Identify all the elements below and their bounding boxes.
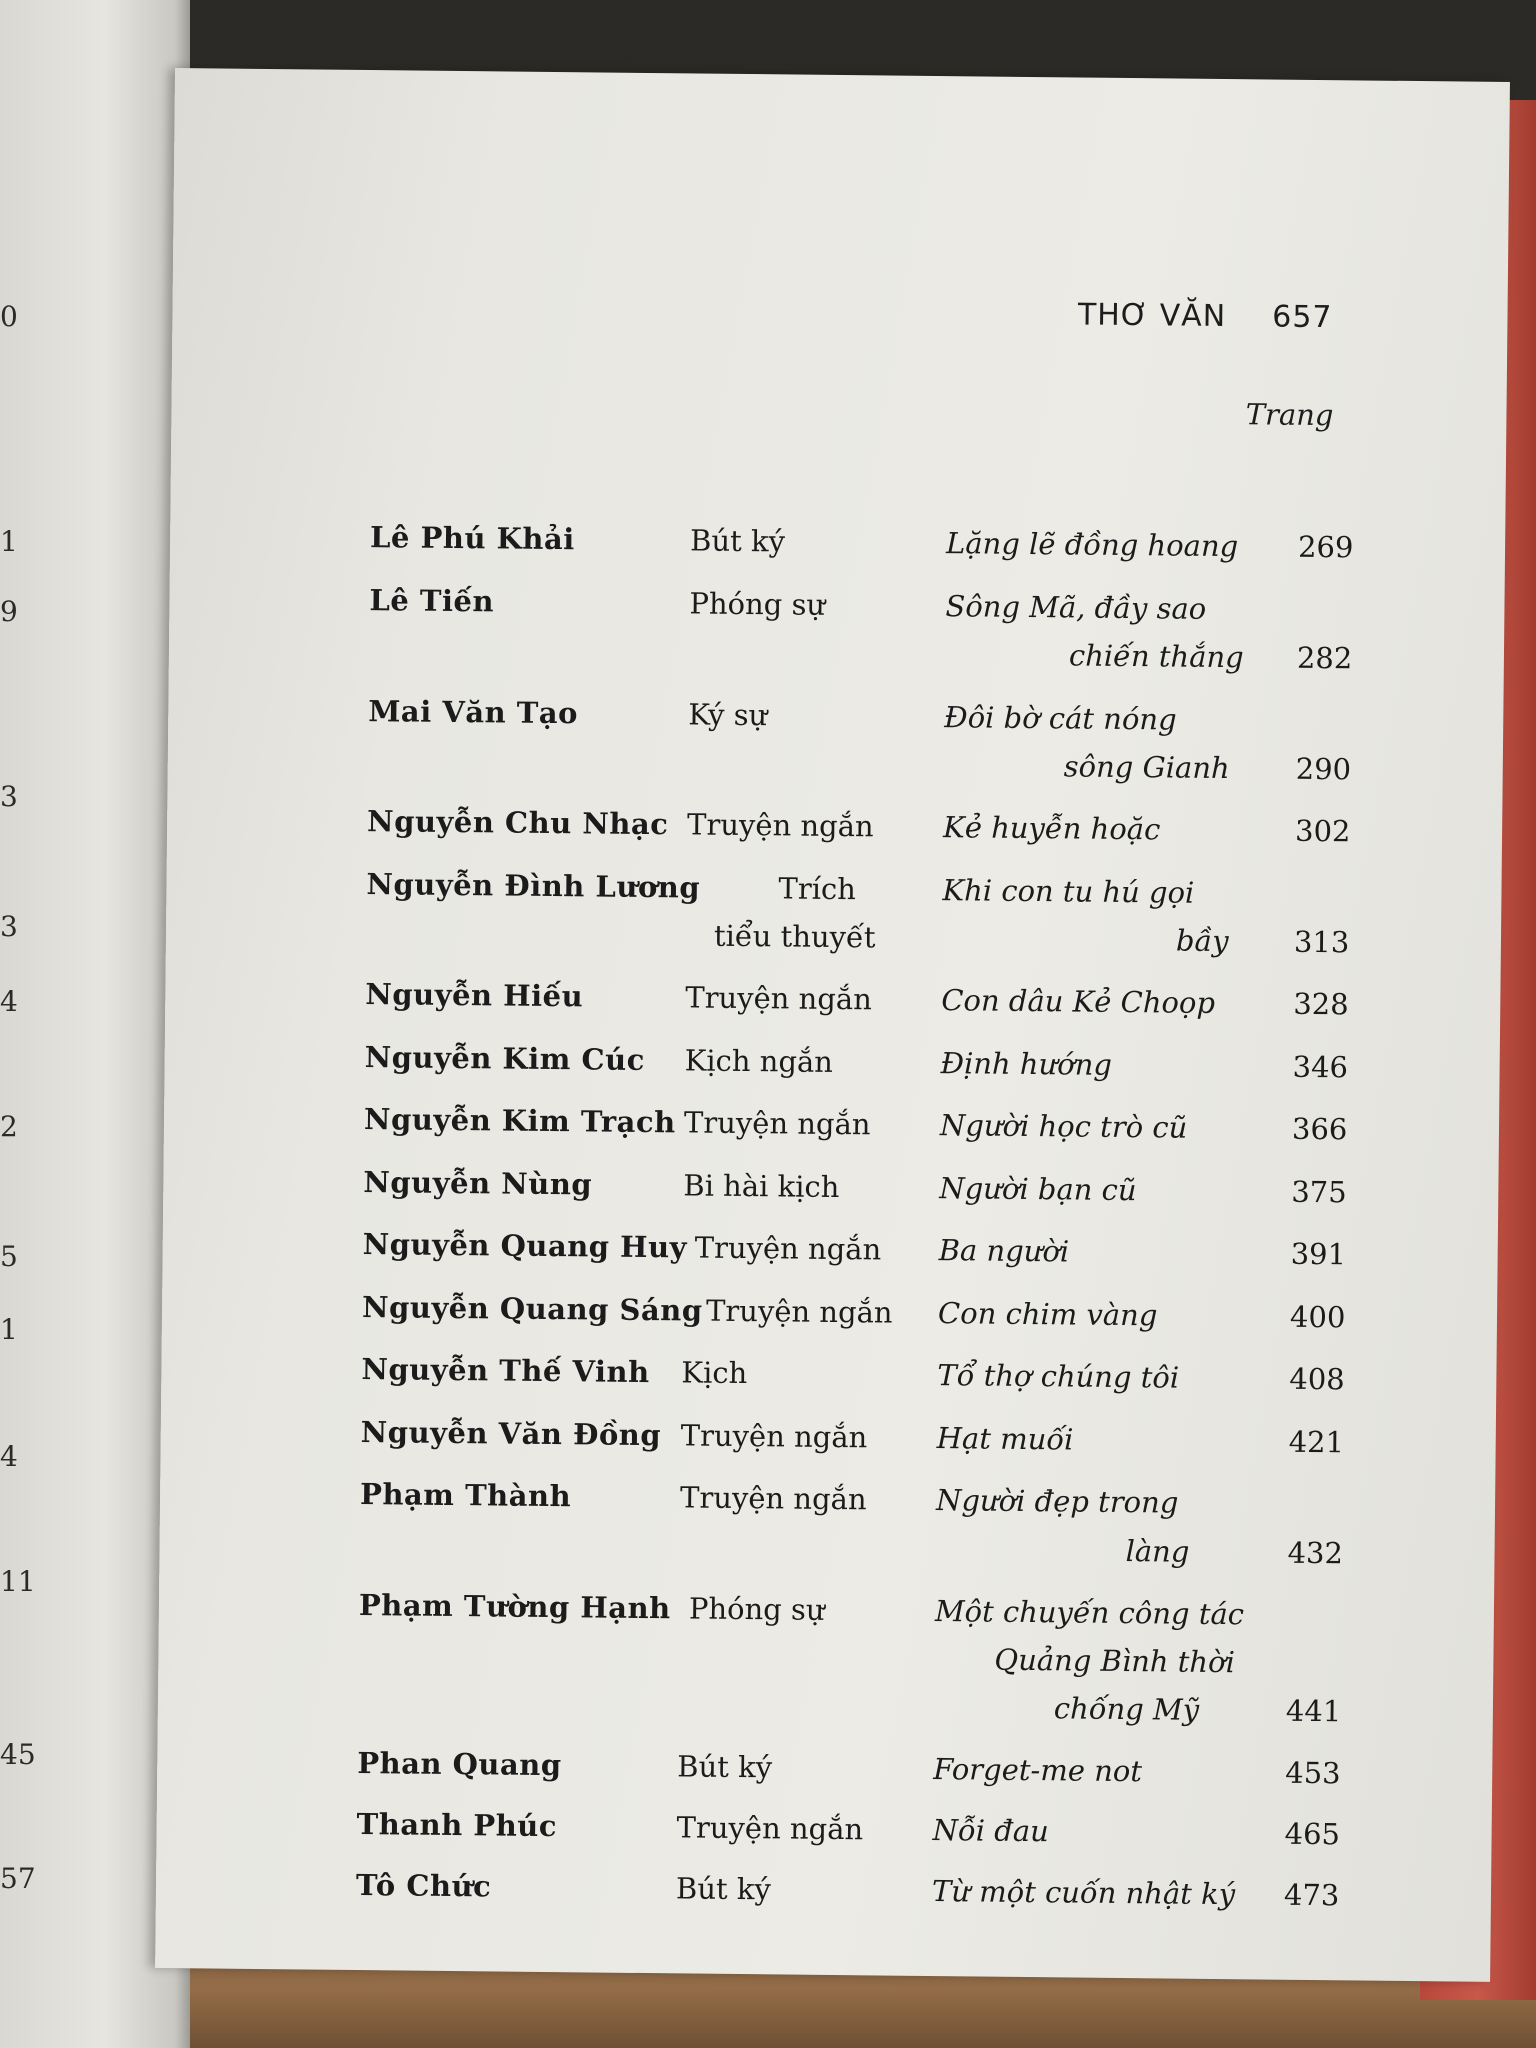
list-item bbox=[170, 518, 1505, 572]
left-page-number: 1 bbox=[0, 1313, 18, 1346]
genre: Kịch ngắn bbox=[684, 1043, 834, 1079]
work-title: Hạt muối bbox=[936, 1421, 1074, 1457]
author-name: Nguyễn Chu Nhạc bbox=[366, 804, 669, 842]
list-item bbox=[157, 1744, 1492, 1798]
left-page-number: 3 bbox=[0, 780, 18, 813]
author-name: Thanh Phúc bbox=[356, 1807, 558, 1844]
author-name: Nguyễn Đình Lương bbox=[366, 867, 701, 905]
page-ref: 441 bbox=[1285, 1693, 1342, 1729]
list-item-continuation bbox=[159, 1524, 1494, 1578]
genre: Truyện ngắn bbox=[686, 807, 874, 844]
page-ref: 465 bbox=[1284, 1816, 1341, 1852]
list-item bbox=[161, 1413, 1496, 1467]
work-title: Định hướng bbox=[940, 1046, 1113, 1082]
list-item bbox=[162, 1288, 1497, 1342]
work-title: Sông Mã, đầy sao bbox=[945, 589, 1207, 626]
list-item bbox=[156, 1805, 1491, 1859]
work-title: Một chuyến công tác bbox=[934, 1594, 1245, 1632]
author-name: Lê Phú Khải bbox=[369, 520, 575, 557]
author-name: Nguyễn Kim Cúc bbox=[364, 1040, 646, 1077]
genre: Truyện ngắn bbox=[694, 1230, 882, 1267]
work-title: Con chim vàng bbox=[937, 1296, 1158, 1333]
genre: Truyện ngắn bbox=[683, 1105, 871, 1142]
genre: Ký sự bbox=[688, 697, 768, 733]
genre: Bút ký bbox=[689, 523, 786, 559]
list-item bbox=[166, 865, 1501, 919]
list-item bbox=[163, 1225, 1498, 1279]
genre: Bi hài kịch bbox=[683, 1168, 840, 1205]
list-item bbox=[165, 975, 1500, 1029]
work-title: Lặng lẽ đồng hoang bbox=[945, 526, 1239, 564]
author-name: Nguyễn Nùng bbox=[363, 1165, 593, 1202]
list-item bbox=[156, 1866, 1491, 1920]
author-name: Nguyễn Văn Đồng bbox=[360, 1415, 662, 1453]
work-title: Kẻ huyễn hoặc bbox=[942, 810, 1161, 847]
list-item bbox=[164, 1100, 1499, 1154]
work-title: Người học trò cũ bbox=[939, 1108, 1188, 1145]
author-name: Nguyễn Kim Trạch bbox=[363, 1102, 676, 1140]
page-ref: 346 bbox=[1292, 1049, 1349, 1085]
list-item-continuation bbox=[166, 913, 1501, 967]
left-page-number: 11 bbox=[0, 1565, 36, 1598]
list-item-continuation bbox=[169, 629, 1504, 683]
page-ref: 432 bbox=[1287, 1535, 1344, 1571]
work-title: Người đẹp trong bbox=[935, 1483, 1179, 1520]
genre: Truyện ngắn bbox=[685, 980, 873, 1017]
book-page bbox=[155, 68, 1510, 1982]
contents-list bbox=[155, 68, 1510, 1982]
list-item bbox=[160, 1475, 1495, 1529]
page-ref: 400 bbox=[1289, 1299, 1346, 1335]
work-title: Quảng Bình thời bbox=[994, 1642, 1236, 1680]
genre: Truyện ngắn bbox=[676, 1810, 864, 1847]
left-page-number: 45 bbox=[0, 1738, 36, 1771]
genre: Truyện ngắn bbox=[705, 1293, 893, 1330]
list-item bbox=[168, 692, 1503, 746]
genre: Kịch bbox=[681, 1355, 748, 1391]
work-title: sông Gianh bbox=[1063, 749, 1230, 786]
list-item bbox=[167, 802, 1502, 856]
left-page-number: 57 bbox=[0, 1862, 36, 1895]
left-page-number: 3 bbox=[0, 910, 18, 943]
section-title: THƠ VĂN bbox=[1077, 297, 1227, 335]
work-title: bầy bbox=[1175, 923, 1229, 959]
genre: Bút ký bbox=[677, 1749, 773, 1785]
page-number: 657 bbox=[1272, 299, 1333, 336]
left-page-number: 4 bbox=[0, 1440, 18, 1473]
left-page-number: 2 bbox=[0, 1110, 18, 1143]
author-name: Nguyễn Thế Vinh bbox=[361, 1352, 650, 1390]
work-title: Người bạn cũ bbox=[939, 1171, 1137, 1208]
author-name: Tô Chức bbox=[355, 1868, 492, 1904]
work-title: Khi con tu hú gọi bbox=[942, 873, 1195, 910]
list-item-continuation bbox=[168, 740, 1503, 794]
list-item-continuation bbox=[158, 1634, 1493, 1688]
work-title: làng bbox=[1125, 1534, 1190, 1569]
left-page-number: 9 bbox=[0, 595, 18, 628]
author-name: Mai Văn Tạo bbox=[368, 694, 579, 731]
list-item bbox=[164, 1038, 1499, 1092]
author-name: Lê Tiến bbox=[369, 583, 495, 619]
left-page-number: 1 bbox=[0, 525, 18, 558]
page-ref: 366 bbox=[1291, 1111, 1348, 1147]
work-title: Tổ thợ chúng tôi bbox=[937, 1358, 1180, 1395]
page-ref: 391 bbox=[1290, 1236, 1347, 1272]
author-name: Phan Quang bbox=[357, 1746, 562, 1783]
list-item bbox=[161, 1350, 1496, 1404]
work-title: Ba người bbox=[938, 1233, 1070, 1269]
genre: Truyện ngắn bbox=[679, 1480, 867, 1517]
page-ref: 269 bbox=[1297, 529, 1354, 565]
work-title: Đôi bờ cát nóng bbox=[944, 700, 1177, 737]
page-ref: 282 bbox=[1296, 640, 1353, 676]
page-column-label: Trang bbox=[1245, 397, 1334, 433]
work-title: Nỗi đau bbox=[932, 1813, 1049, 1849]
work-title: Từ một cuốn nhật ký bbox=[931, 1874, 1236, 1912]
author-name: Nguyễn Hiếu bbox=[365, 977, 584, 1014]
list-item bbox=[159, 1586, 1494, 1640]
page-ref: 313 bbox=[1293, 924, 1350, 960]
page-ref: 302 bbox=[1294, 813, 1351, 849]
list-item bbox=[169, 581, 1504, 635]
author-name: Nguyễn Quang Sáng bbox=[361, 1290, 703, 1328]
left-page-number: 0 bbox=[0, 300, 18, 333]
page-ref: 328 bbox=[1293, 986, 1349, 1022]
page-ref: 375 bbox=[1291, 1174, 1347, 1210]
genre: Trích bbox=[778, 871, 857, 907]
genre: Truyện ngắn bbox=[680, 1418, 868, 1455]
left-page-number: 4 bbox=[0, 985, 18, 1018]
left-page-number: 5 bbox=[0, 1240, 18, 1273]
page-ref: 408 bbox=[1289, 1361, 1345, 1397]
author-name: Phạm Tường Hạnh bbox=[358, 1588, 671, 1626]
list-item-continuation bbox=[158, 1682, 1493, 1736]
page-ref: 473 bbox=[1283, 1877, 1340, 1913]
page-ref: 453 bbox=[1285, 1755, 1341, 1791]
genre: Phóng sự bbox=[689, 586, 826, 622]
page-ref: 290 bbox=[1295, 751, 1352, 787]
genre: Phóng sự bbox=[688, 1591, 825, 1627]
work-title: chống Mỹ bbox=[1053, 1691, 1200, 1727]
author-name: Nguyễn Quang Huy bbox=[362, 1227, 688, 1265]
list-item bbox=[163, 1163, 1498, 1217]
work-title: Forget-me not bbox=[933, 1752, 1143, 1789]
genre: Bút ký bbox=[675, 1871, 772, 1907]
page-ref: 421 bbox=[1288, 1424, 1345, 1460]
work-title: Con dâu Kẻ Choọp bbox=[941, 983, 1216, 1020]
genre: tiểu thuyết bbox=[713, 918, 876, 955]
author-name: Phạm Thành bbox=[359, 1477, 572, 1514]
work-title: chiến thắng bbox=[1068, 638, 1244, 675]
